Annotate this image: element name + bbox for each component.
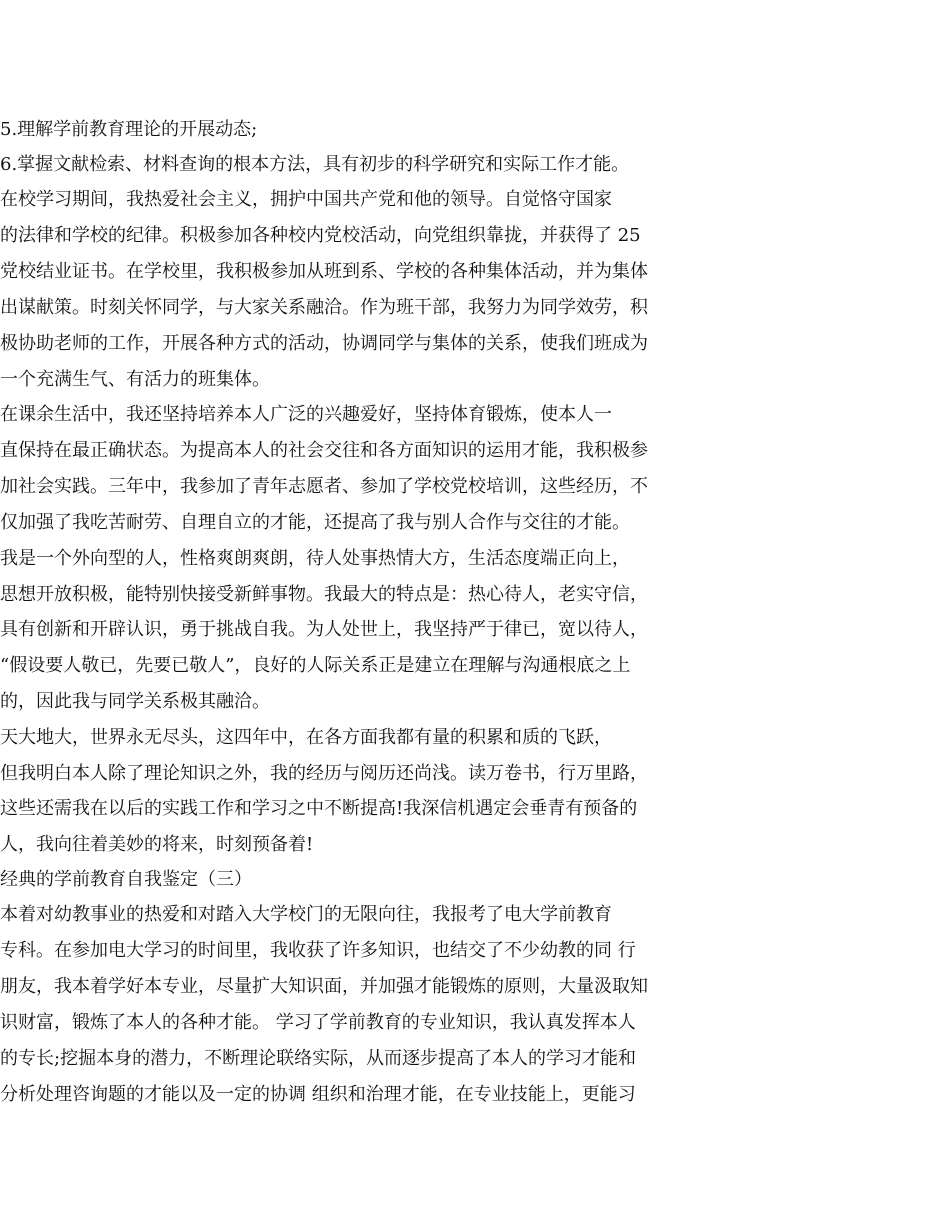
text-line: 一个充满生气、有活力的班集体。	[0, 369, 270, 390]
text-line: 党校结业证书。在学校里，我积极参加从班到系、学校的各种集体活动，并为集体	[0, 261, 648, 282]
text-line: 在课余生活中，我还坚持培养本人广泛的兴趣爱好，坚持体育锻炼，使本人一	[0, 404, 612, 425]
text-line: 具有创新和开辟认识，勇于挑战自我。为人处世上，我坚持严于律已，宽以待人，	[0, 619, 648, 640]
text-line: 5.理解学前教育理论的开展动态;	[0, 119, 258, 140]
text-line: 但我明白本人除了理论知识之外，我的经历与阅历还尚浅。读万卷书，行万里路，	[0, 763, 648, 784]
text-line: 仅加强了我吃苦耐劳、自理自立的才能，还提高了我与别人合作与交往的才能。	[0, 512, 630, 533]
text-line: 6.掌握文献检索、材料查询的根本方法，具有初步的科学研究和实际工作才能。	[0, 154, 630, 175]
text-line: 的专长;挖掘本身的潜力，不断理论联络实际，从而逐步提高了本人的学习才能和	[0, 1048, 637, 1069]
section-heading: 经典的学前教育自我鉴定（三）	[0, 869, 252, 890]
text-line: 分析处理咨询题的才能以及一定的协调 组织和治理才能，在专业技能上，更能习	[0, 1084, 636, 1105]
text-line: 专科。在参加电大学习的时间里，我收获了许多知识，也结交了不少幼教的同 行	[0, 940, 636, 961]
text-line: 的，因此我与同学关系极其融洽。	[0, 691, 270, 712]
text-line: 天大地大，世界永无尽头，这四年中，在各方面我都有量的积累和质的飞跃，	[0, 727, 612, 748]
text-line: 出谋献策。时刻关怀同学，与大家关系融洽。作为班干部，我努力为同学效劳，积	[0, 297, 648, 318]
text-line: 直保持在最正确状态。为提高本人的社会交往和各方面知识的运用才能，我积极参	[0, 440, 648, 461]
text-line: “假设要人敬已，先要已敬人”，良好的人际关系正是建立在理解与沟通根底之上	[0, 655, 631, 676]
text-line: 本着对幼教事业的热爱和对踏入大学校门的无限向往，我报考了电大学前教育	[0, 904, 612, 925]
text-line: 加社会实践。三年中，我参加了青年志愿者、参加了学校党校培训，这些经历，不	[0, 476, 648, 497]
text-line: 这些还需我在以后的实践工作和学习之中不断提高!我深信机遇定会垂青有预备的	[0, 798, 638, 819]
text-line: 我是一个外向型的人，性格爽朗爽朗，待人处事热情大方，生活态度端正向上，	[0, 548, 630, 569]
text-line: 极协助老师的工作，开展各种方式的活动，协调同学与集体的关系，使我们班成为	[0, 333, 648, 354]
text-line: 思想开放积极，能特别快接受新鲜事物。我最大的特点是：热心待人，老实守信，	[0, 584, 648, 605]
text-line: 朋友，我本着学好本专业，尽量扩大知识面，并加强才能锻炼的原则，大量汲取知	[0, 976, 648, 997]
text-line: 人，我向往着美妙的将来，时刻预备着!	[0, 834, 314, 855]
text-line: 识财富，锻炼了本人的各种才能。 学习了学前教育的专业知识，我认真发挥本人	[0, 1012, 636, 1033]
text-line: 在校学习期间，我热爱社会主义，拥护中国共产党和他的领导。自觉恪守国家	[0, 189, 612, 210]
text-line: 的法律和学校的纪律。积极参加各种校内党校活动，向党组织靠拢，并获得了 25	[0, 225, 641, 246]
